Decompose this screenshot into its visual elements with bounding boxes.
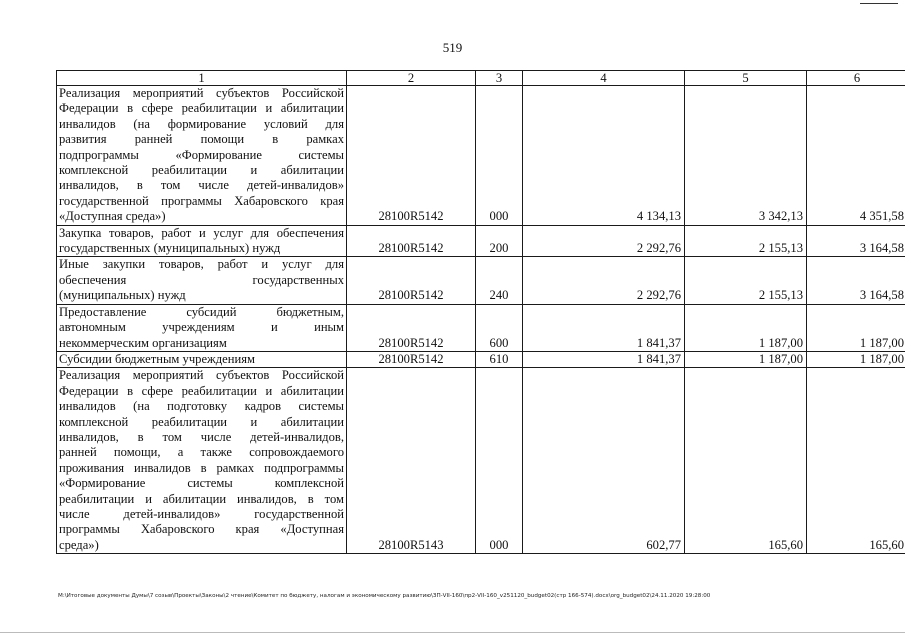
top-edge-rule xyxy=(860,3,898,4)
description-line: государственной программы Хабаровского края xyxy=(59,193,344,208)
expense-description-cell xyxy=(57,86,347,226)
expense-type-code-cell: 610 xyxy=(476,351,523,367)
table-row xyxy=(57,304,905,351)
description-line: проживания инвалидов в рамках подпрограммы xyxy=(59,460,344,475)
amount-column-4-cell: 1 841,37 xyxy=(523,351,685,367)
description-line: Субсидии бюджетным учреждениям xyxy=(59,351,255,366)
amount-column-4-cell: 4 134,13 xyxy=(523,86,685,226)
description-line: Предоставление субсидий бюджетным, xyxy=(59,304,344,319)
description-line: программы Хабаровского края «Доступная xyxy=(59,522,344,537)
column-header: 2 xyxy=(347,71,476,86)
description-line: Федерации в сфере реабилитации и абилитации xyxy=(59,101,344,116)
amount-column-6-cell: 3 164,58 xyxy=(807,225,905,257)
amount-column-6-cell: 3 164,58 xyxy=(807,257,905,304)
description-line: инвалидов (на формирование условий для xyxy=(59,116,344,131)
expense-type-code-cell: 600 xyxy=(476,304,523,351)
table-row xyxy=(57,86,905,226)
description-line: комплексной реабилитации и абилитации xyxy=(59,414,344,429)
amount-column-4-cell: 1 841,37 xyxy=(523,304,685,351)
expense-description-cell xyxy=(57,368,347,554)
description-line: инвалидов (на подготовку кадров системы xyxy=(59,399,344,414)
expense-description-cell xyxy=(57,304,347,351)
description-line: инвалидов, в том числе детей-инвалидов» xyxy=(59,178,344,193)
column-header: 4 xyxy=(523,71,685,86)
target-article-code-cell: 28100R5142 xyxy=(347,225,476,257)
amount-column-6-cell: 1 187,00 xyxy=(807,304,905,351)
target-article-code-cell: 28100R5142 xyxy=(347,86,476,226)
page-number: 519 xyxy=(442,40,463,55)
description-line: Федерации в сфере реабилитации и абилитации xyxy=(59,383,344,398)
description-line: некоммерческим организациям xyxy=(59,335,227,350)
description-line: инвалидов, в том числе детей-инвалидов, xyxy=(59,429,344,444)
amount-column-5-cell: 165,60 xyxy=(685,368,807,554)
expense-type-code-cell: 000 xyxy=(476,368,523,554)
description-line: «Формирование системы комплексной xyxy=(59,476,344,491)
description-line: ранней помощи, а также сопровождаемого xyxy=(59,445,344,460)
description-line: Иные закупки товаров, работ и услуг для xyxy=(59,257,344,272)
description-line: государственных (муниципальных) нужд xyxy=(59,241,281,256)
target-article-code-cell: 28100R5142 xyxy=(347,304,476,351)
target-article-code-cell: 28100R5143 xyxy=(347,368,476,554)
description-line: «Доступная среда») xyxy=(59,209,166,224)
document-file-path-footer: M:\Итоговые документы Думы\7 созыв\Проекты\Законы\2 чтение\Комитет по бюджету, налогам и экономическому развитию\ЗП-VII-160\пр2-VII-160_v251120_budget02(стр 166-574).docx\org_budget02\24.11.2020 19:28:00 xyxy=(58,593,711,599)
description-line: Реализация мероприятий субъектов Российской xyxy=(59,86,344,100)
description-line: (муниципальных) нужд xyxy=(59,288,186,303)
budget-table-body xyxy=(57,71,905,554)
column-header: 5 xyxy=(685,71,807,86)
description-line: реабилитации и абилитации инвалидов, в том xyxy=(59,491,344,506)
budget-table xyxy=(56,70,905,554)
target-article-code-cell: 28100R5142 xyxy=(347,257,476,304)
expense-description-cell xyxy=(57,225,347,257)
amount-column-5-cell: 2 155,13 xyxy=(685,225,807,257)
amount-column-4-cell: 2 292,76 xyxy=(523,257,685,304)
column-number-header-row xyxy=(57,71,905,86)
amount-column-5-cell: 2 155,13 xyxy=(685,257,807,304)
description-line: среда») xyxy=(59,537,99,552)
column-header: 3 xyxy=(476,71,523,86)
expense-description-cell xyxy=(57,351,347,367)
description-line: Закупка товаров, работ и услуг для обеспечения xyxy=(59,225,344,240)
amount-column-4-cell: 602,77 xyxy=(523,368,685,554)
expense-type-code-cell: 000 xyxy=(476,86,523,226)
description-line: автономным учреждениям и иным xyxy=(59,320,344,335)
table-row xyxy=(57,368,905,554)
amount-column-6-cell: 1 187,00 xyxy=(807,351,905,367)
expense-type-code-cell: 240 xyxy=(476,257,523,304)
table-row xyxy=(57,257,905,304)
amount-column-5-cell: 1 187,00 xyxy=(685,304,807,351)
description-line: комплексной реабилитации и абилитации xyxy=(59,163,344,178)
column-header: 6 xyxy=(807,71,905,86)
amount-column-5-cell: 3 342,13 xyxy=(685,86,807,226)
amount-column-6-cell: 4 351,58 xyxy=(807,86,905,226)
amount-column-5-cell: 1 187,00 xyxy=(685,351,807,367)
description-line: развития ранней помощи в рамках xyxy=(59,132,344,147)
bottom-edge-rule xyxy=(0,632,905,633)
column-header: 1 xyxy=(57,71,347,86)
description-line: обеспечения государственных xyxy=(59,272,344,287)
description-line: числе детей-инвалидов» государственной xyxy=(59,506,344,521)
table-row xyxy=(57,351,905,367)
description-line: Реализация мероприятий субъектов Российской xyxy=(59,368,344,383)
expense-description-cell xyxy=(57,257,347,304)
description-line: подпрограммы «Формирование системы xyxy=(59,147,344,162)
table-row xyxy=(57,225,905,257)
amount-column-4-cell: 2 292,76 xyxy=(523,225,685,257)
expense-type-code-cell: 200 xyxy=(476,225,523,257)
target-article-code-cell: 28100R5142 xyxy=(347,351,476,367)
amount-column-6-cell: 165,60 xyxy=(807,368,905,554)
